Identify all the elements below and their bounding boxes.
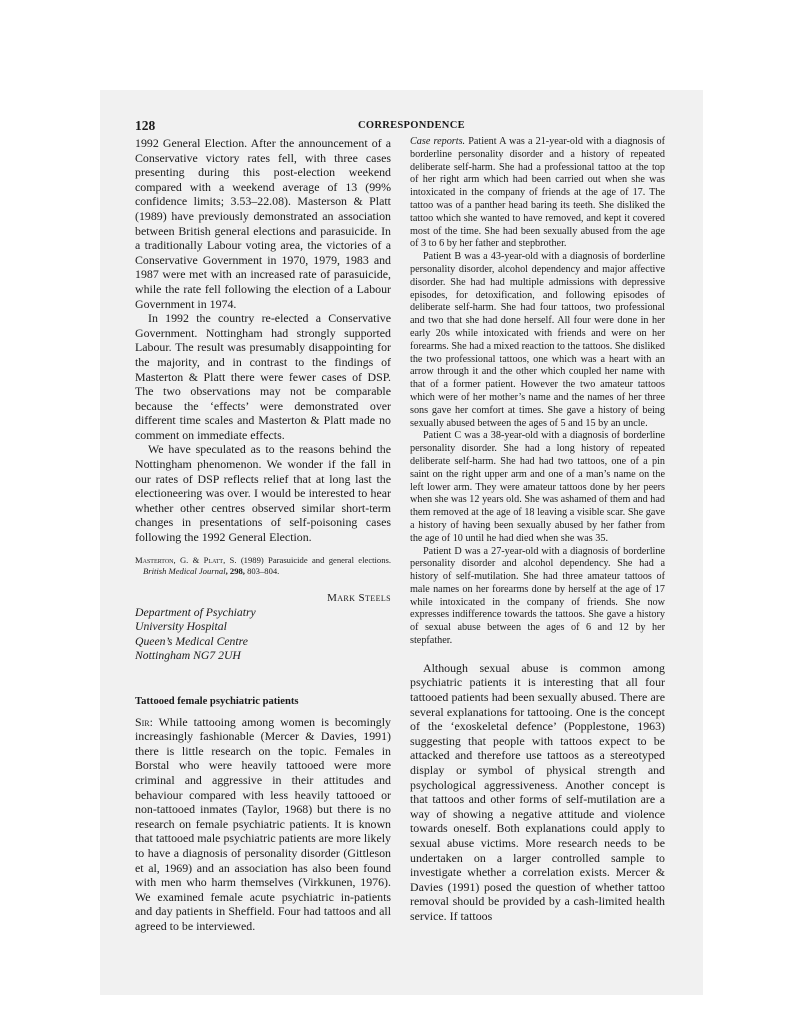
reference-masterton: [135, 555, 391, 578]
right-column: [410, 136, 665, 924]
paragraph-patient-a: [410, 136, 665, 251]
paragraph-patient-b: Patient B was a 43-year-old with a diagnosis of borderline personality disorder, alcohol dependency and major affective disorder. She had had multiple admissions with depressive episodes, for detoxification, and following episodes of deliberate self-harm. She had four tattoos, two professional and two that she had done herself. All four were done in her early 20s while intoxicated with friends and were on her forearms. She had a mixed reaction to the tattoos. She disliked the two professional tattoos, one which was a heart with an arrow through it and the other which coupled her name with that of a former patient. However the two amateur tattoos which were of her mother’s name and the names of her three sons gave her comfort at times. She gave a history of being sexually abused between the ages of 5 and 15 by an uncle.: [410, 251, 665, 429]
paragraph-patient-c: Patient C was a 38-year-old with a diagnosis of borderline personality disorder. She had a long history of repeated deliberate self-harm. She had had two tattoos, one of a pin saint on the right upper arm and one of a man’s name on the left lower arm. They were amateur tattoos done by her peers when she was 12 years old. She was ashamed of them and had them removed at the age of 18 leaving a visible scar. She gave a history of having been sexually abused by her father from the age of 10 until he had died when she was 35.: [410, 430, 665, 544]
author-signature: Mark Steels: [327, 591, 391, 604]
patient-a-text: Patient A was a 21-year-old with a diagnosis of borderline personality disorder and a history of repeated deliberate self-harm. She had a professional tattoo at the top of her right arm which had been carried out when she was intoxicated in the company of friends at the age of 17. The tattoo was of a panther head baring its teeth. She disliked the tattoo which she wanted to have removed, and kept it covered most of the time. She had been sexually abused from the age of 3 to 6 by her father and stepbrother.: [410, 136, 665, 250]
paragraph-election-2: In 1992 the country re-elected a Conservative Government. Nottingham had strongly supported Labour. The result was presumably disappointing for the majority, and in contrast to the findings of Masterton & Platt there were fewer cases of DSP. The two observations may not be comparable because the ‘effects’ were demonstrated over different time scales and Masterton & Platt made no comment on immediate effects.: [135, 311, 391, 442]
reference-title: (1989) Parasuicide and general elections.: [236, 554, 392, 565]
paragraph-discussion: Although sexual abuse is common among psychiatric patients it is interesting that all four tattooed patients had been sexually abused. There are several explanations for tattooing. One is the concept of the ‘exoskeletal defence’ (Popplestone, 1963) suggesting that people with tattoos expect to be attacked and therefore use tattoos as a stereotyped display or symbol of physical strength and psychological aggressiveness. Another concept is that tattoos and other forms of self-mutilation are a way of showing a negative attitude and violence towards oneself. Both explanations could apply to sexual abuse victims. More research needs to be undertaken on a larger controlled sample to investigate whether a correlation exists. Mercer & Davies (1991) posed the question of whether tattoo removal should be provided by a cash-limited health service. If tattoos: [410, 660, 665, 923]
reference-journal: British Medical Journal: [143, 566, 226, 577]
paragraph-tattoo-intro: [135, 715, 391, 934]
case-reports-label: Case reports.: [410, 136, 466, 147]
salutation: Sir: [135, 714, 150, 729]
page-number: 128: [135, 118, 156, 133]
address-line: University Hospital: [135, 620, 227, 634]
article-title-tattooed: Tattooed female psychiatric patients: [135, 695, 299, 707]
address-line: Department of Psychiatry: [135, 605, 256, 619]
reference-authors: Masterton, G. & Platt, S.: [135, 554, 237, 565]
paragraph-election-1: 1992 General Election. After the announcement of a Conservative victory rates fell, with three cases presenting during this post-election weekend compared with a weekend average of 13 (99% confidence limits; 3.53–22.08). Masterson & Platt (1989) have previously demonstrated an association between British general elections and parasuicide. In a traditionally Labour voting area, the victories of a Conservative Government in 1970, 1979, 1983 and 1987 were met with an increased rate of parasuicide, while the rate fell following the election of a Labour Government in 1974.: [135, 136, 391, 311]
address-line: Queen’s Medical Centre: [135, 634, 248, 648]
address-line: Nottingham NG7 2UH: [135, 649, 241, 663]
paragraph-election-3: We have speculated as to the reasons behind the Nottingham phenomenon. We wonder if the fall in our rates of DSP reflects relief that at long last the electioneering was over. I would be interested to hear whether other centres observed similar short-term changes in presentations of self-poisoning cases following the 1992 General Election.: [135, 442, 391, 545]
running-head: CORRESPONDENCE: [358, 120, 465, 131]
reference-volume: , 298,: [225, 566, 245, 577]
left-column: [135, 136, 391, 934]
intro-text: : While tattooing among women is becomingly increasingly fashionable (Mercer & Davies, 1991) there is little research on the topic. Females in Borstal who were heavily tattooed were more criminal and aggressive in their attitudes and behaviour compared with less heavily tattooed or non-tattooed inmates (Taylor, 1968) but there is no research on female psychiatric patients. It is known that tattooed male psychiatric patients are more likely to have a diagnosis of personality disorder (Gittleson et al, 1969) and an association has also been found with men who harm themselves (Virkkunen, 1976). We examined female acute psychiatric in-patients and day patients in Sheffield. Four had tattoos and all agreed to be interviewed.: [135, 714, 391, 933]
reference-pages: 803–804.: [244, 566, 280, 577]
author-address: [135, 606, 391, 664]
paragraph-patient-d: Patient D was a 27-year-old with a diagnosis of borderline personality disorder and alcohol dependency. She had a history of self-mutilation. She had three amateur tattoos of male names on her forearms done by herself at the age of 17 while intoxicated in the company of friends. She now expresses indifference towards the tattoos. She gave a history of sexual abuse between the ages of 6 and 12 by her stepfather.: [410, 545, 665, 647]
